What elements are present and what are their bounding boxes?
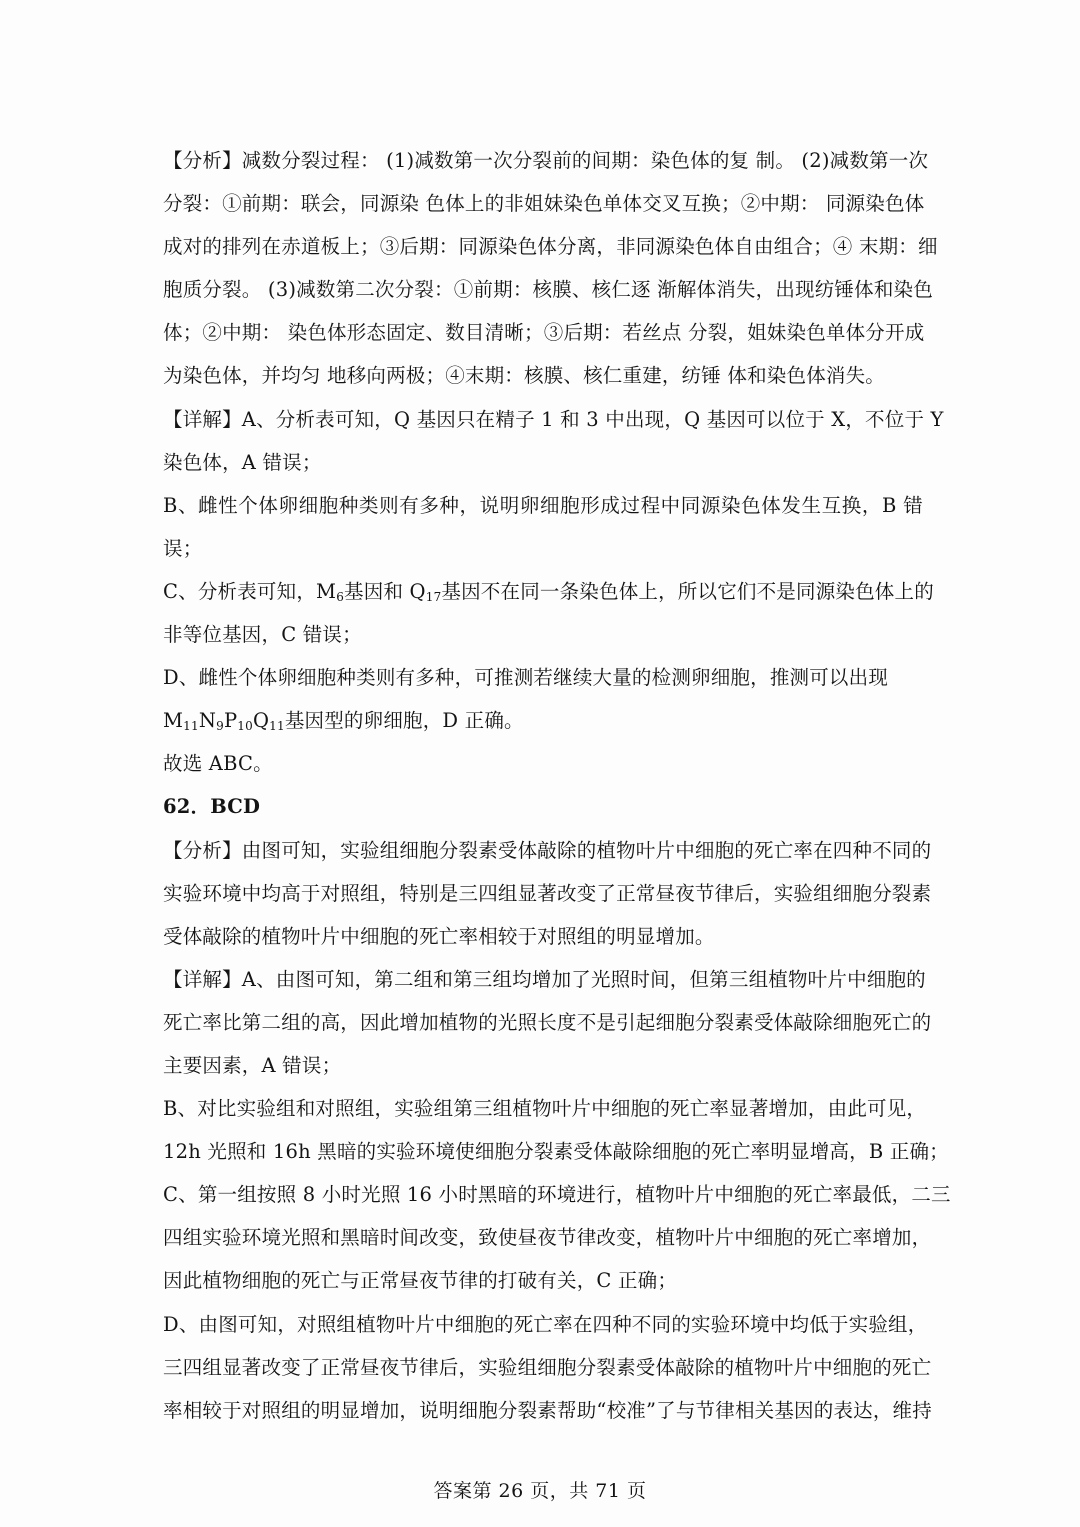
text-line: 【分析】由图可知，实验组细胞分裂素受体敲除的植物叶片中细胞的死亡率在四种不同的 bbox=[163, 838, 932, 862]
text-line: 染色体，A 错误； bbox=[163, 450, 322, 474]
text-line: 误； bbox=[163, 536, 203, 560]
document-body bbox=[163, 139, 951, 1432]
text-line: C、第一组按照 8 小时光照 16 小时黑暗的环境进行，植物叶片中细胞的死亡率最低，二三 bbox=[163, 1183, 951, 1207]
text-line: 【详解】A、由图可知，第二组和第三组均增加了光照时间，但第三组植物叶片中细胞的 bbox=[163, 967, 926, 991]
text-line: D、雌性个体卵细胞种类则有多种，可推测若继续大量的检测卵细胞，推测可以出现 bbox=[163, 666, 889, 690]
text-line: 为染色体，并均匀 地移向两极；④末期：核膜、核仁重建，纺锤 体和染色体消失。 bbox=[163, 364, 885, 388]
text-line: 【分析】减数分裂过程： (1)减数第一次分裂前的间期：染色体的复 制。 (2)减数第一次 bbox=[163, 149, 929, 172]
text-line: 非等位基因，C 错误； bbox=[163, 623, 362, 647]
text-line: $M_{11}N_9P_{10}Q_{11}$基因型的卵细胞，D 正确。 bbox=[163, 709, 524, 734]
text-line: B、雌性个体卵细胞种类则有多种，说明卵细胞形成过程中同源染色体发生互换，B 错 bbox=[163, 493, 923, 517]
text-line: 12h 光照和 16h 黑暗的实验环境使细胞分裂素受体敲除细胞的死亡率明显增高，B 正确； bbox=[163, 1140, 949, 1164]
text-line: 成对的排列在赤道板上；③后期：同源染色体分离，非同源染色体自由组合；④ 末期：细 bbox=[163, 235, 938, 259]
text-line: 【详解】A、分析表可知，Q 基因只在精子 1 和 3 中出现，Q 基因可以位于 X，不位于 Y bbox=[163, 407, 944, 431]
text-line: 主要因素，A 错误； bbox=[163, 1053, 342, 1077]
question-number: 62．BCD bbox=[163, 795, 261, 819]
text-line: 四组实验环境光照和黑暗时间改变，致使昼夜节律改变，植物叶片中细胞的死亡率增加， bbox=[163, 1226, 932, 1250]
text-line: 故选 ABC。 bbox=[163, 752, 273, 776]
text-line: B、对比实验组和对照组，实验组第三组植物叶片中细胞的死亡率显著增加，由此可见， bbox=[163, 1097, 927, 1121]
text-line: 率相较于对照组的明显增加，说明细胞分裂素帮助“校准”了与节律相关基因的表达，维持 bbox=[163, 1398, 932, 1422]
text-line: 死亡率比第二组的高，因此增加植物的光照长度不是引起细胞分裂素受体敲除细胞死亡的 bbox=[163, 1010, 932, 1034]
text-line: 胞质分裂。 (3)减数第二次分裂：①前期：核膜、核仁逐 渐解体消失，出现纺锤体和染色 bbox=[163, 278, 933, 302]
text-line: 实验环境中均高于对照组，特别是三四组显著改变了正常昼夜节律后，实验组细胞分裂素 bbox=[163, 881, 932, 905]
text-line: 体；②中期： 染色体形态固定、数目清晰；③后期：若丝点 分裂，姐妹染色单体分开成 bbox=[163, 321, 925, 345]
text-line: 三四组显著改变了正常昼夜节律后，实验组细胞分裂素受体敲除的植物叶片中细胞的死亡 bbox=[163, 1355, 932, 1379]
text-line: D、由图可知，对照组植物叶片中细胞的死亡率在四种不同的实验环境中均低于实验组， bbox=[163, 1312, 928, 1336]
text-line: C、分析表可知，$M_6$基因和 $Q_{17}$基因不在同一条染色体上，所以它们不是同源染色体上的 bbox=[163, 579, 934, 604]
text-line: 分裂：①前期：联会，同源染 色体上的非姐妹染色单体交叉互换；②中期： 同源染色体 bbox=[163, 192, 925, 216]
page-footer: 答案第 26 页，共 71 页 bbox=[433, 1480, 647, 1502]
text-line: 受体敲除的植物叶片中细胞的死亡率相较于对照组的明显增加。 bbox=[163, 924, 715, 948]
text-line: 因此植物细胞的死亡与正常昼夜节律的打破有关，C 正确； bbox=[163, 1269, 678, 1293]
